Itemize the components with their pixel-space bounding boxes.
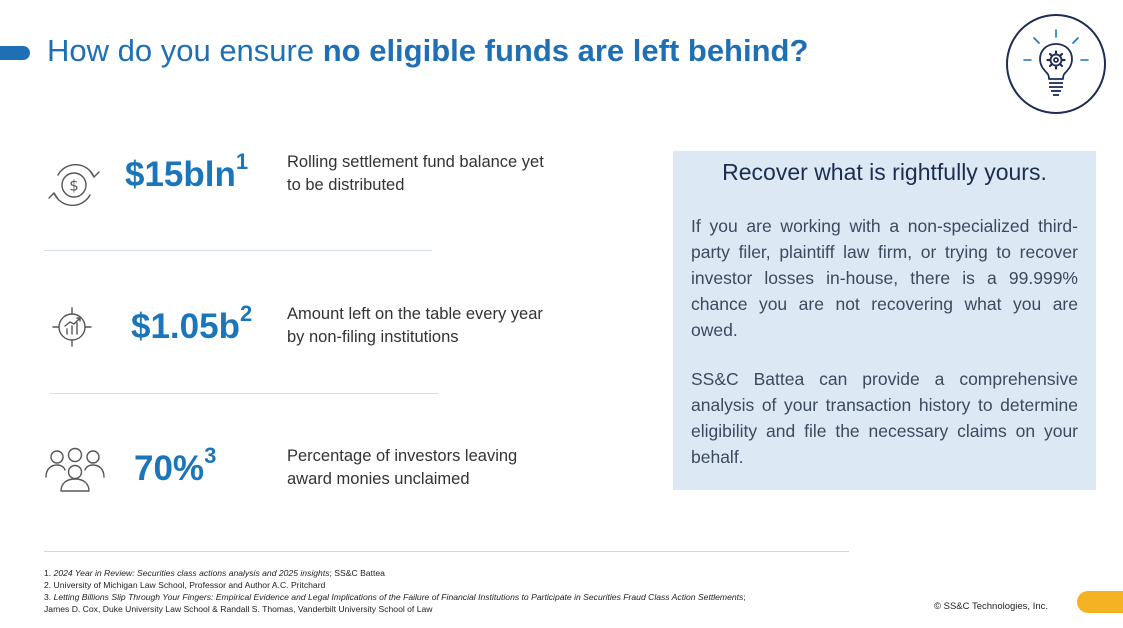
target-chart-icon <box>44 305 106 367</box>
callout-box <box>673 151 1096 490</box>
callout-paragraph-1: If you are working with a non-specialized third-party filer, plaintiff law firm, or trying to recover investor losses in-house, there is a 99.999% chance you are not recovering what you are owed. <box>691 216 1078 340</box>
footnote-3: 3. Letting Billions Slip Through Your Fingers: Empirical Evidence and Legal Implications of the Failure of Financial Institutions to Participate in Securities Fraud Class Action Settlements; <box>44 592 746 602</box>
callout-heading: Recover what is rightfully yours. <box>722 159 1047 185</box>
footnote-divider <box>44 551 849 552</box>
stat-value-1: $15bln$^1$ <box>125 149 249 194</box>
stat-desc-1: Rolling settlement fund balance yet to be distributed <box>287 153 544 194</box>
lightbulb-gear-icon <box>1006 14 1106 114</box>
stat-footnote-ref-3: 3 <box>204 443 217 468</box>
footnote-2: 2. University of Michigan Law School, Professor and Author A.C. Pritchard <box>44 580 326 590</box>
people-group-icon <box>44 445 106 507</box>
callout-paragraph-2: SS&C Battea can provide a comprehensive analysis of your transaction history to determine eligibility and file the necessary claims on your behalf. <box>691 369 1078 467</box>
stat-divider-2 <box>50 393 438 394</box>
page-title <box>47 33 808 69</box>
footnotes <box>44 567 874 615</box>
svg-text:$: $ <box>69 176 79 195</box>
title-bold: no eligible funds are left behind? <box>322 33 809 68</box>
left-accent-bar <box>0 46 30 60</box>
stat-row-1 <box>44 151 564 221</box>
copyright: © SS&C Technologies, Inc. <box>934 601 1049 612</box>
stat-value-2: $\$1.05b^2$ <box>131 301 253 346</box>
stat-row-3 <box>44 445 564 515</box>
right-accent-bar <box>1077 591 1123 613</box>
dollar-cycle-icon <box>44 155 106 217</box>
stat-footnote-ref-2: 2 <box>239 301 253 326</box>
stat-desc-3: Percentage of investors leaving award monies unclaimed <box>287 447 518 488</box>
stat-footnote-ref-1: 1 <box>235 149 249 174</box>
stat-value-3: 70%$^3$ <box>134 443 217 488</box>
title-plain: How do you ensure <box>47 33 323 68</box>
footnote-3-authors: James D. Cox, Duke University Law School & Randall S. Thomas, Vanderbilt University School of Law <box>44 604 433 614</box>
stat-divider-1 <box>44 250 432 251</box>
footnote-1: 1. 2024 Year in Review: Securities class actions analysis and 2025 insights; SS&C Battea <box>44 568 385 578</box>
stat-row-2 <box>44 303 564 373</box>
stat-desc-2: Amount left on the table every year by non-filing institutions <box>287 305 543 346</box>
